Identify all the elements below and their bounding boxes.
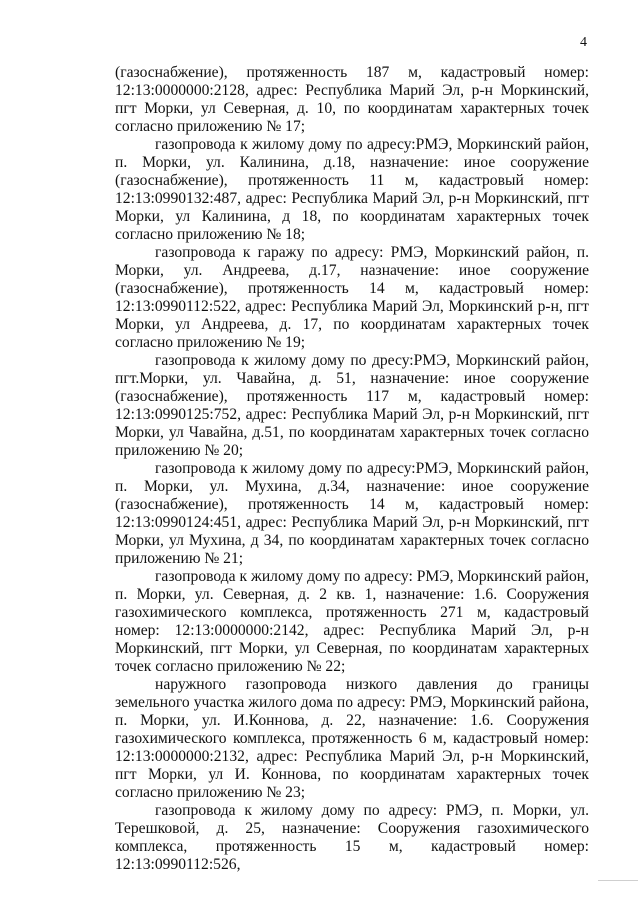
paragraph-item-19: газопровода к гаражу по адресу: РМЭ, Моркинский район, п. Морки, ул. Андреева, д.17, назначение: иное сооружение (газоснабжение), протяженность 14 м, кадастровый номер: 12:13:0990112:522, адрес: Республика Марий Эл, Моркинский р-н, пгт Морки, ул Андреева, д. 17, по координатам характерных точек согласно приложению № 19; xyxy=(115,244,589,351)
paragraph-item-21: газопровода к жилому дому по адресу:РМЭ, Моркинский район, п. Морки, ул. Мухина, д.34, назначение: иное сооружение (газоснабжение), протяженность 14 м, кадастровый номер: 12:13:0990124:451, адрес: Республика Марий Эл, р-н Моркинский, пгт Морки, ул Мухина, д 34, по координатам характерных точек согласно приложению № 21; xyxy=(115,460,589,567)
paragraph-item-20: газопровода к жилому дому по дресу:РМЭ, Моркинский район, пгт.Морки, ул. Чавайна, д. 51, назначение: иное сооружение (газоснабжение), протяженность 117 м, кадастровый номер: 12:13:0990125:752, адрес: Республика Марий Эл, р-н Моркинский, пгт Морки, ул Чавайна, д.51, по координатам характерных точек согласно приложению № 20; xyxy=(115,352,589,459)
document-body xyxy=(115,64,589,874)
paragraph-item-18: газопровода к жилому дому по адресу:РМЭ, Моркинский район, п. Морки, ул. Калинина, д.18, назначение: иное сооружение (газоснабжение), протяженность 11 м, кадастровый номер: 12:13:0990132:487, адрес: Республика Марий Эл, р-н Моркинский, пгт Морки, ул Калинина, д 18, по координатам характерных точек согласно приложению № 18; xyxy=(115,136,589,243)
paragraph-item-24: газопровода к жилому дому по адресу: РМЭ, п. Морки, ул. Терешковой, д. 25, назначение: Сооружения газохимического комплекса, протяженность 15 м, кадастровый номер: 12:13:0990112:526, xyxy=(115,802,589,873)
paragraph-item-23: наружного газопровода низкого давления до границы земельного участка жилого дома по адресу: РМЭ, Моркинский района, п. Морки, ул. И.Коннова, д. 22, назначение: 1.6. Сооружения газохимического комплекса, протяженность 6 м, кадастровый номер: 12:13:0000000:2132, адрес: Республика Марий Эл, р-н Моркинский, пгт Морки, ул И. Коннова, по координатам характерных точек согласно приложению № 23; xyxy=(115,676,589,801)
paragraph-continuation: (газоснабжение), протяженность 187 м, кадастровый номер: 12:13:0000000:2128, адрес: Республика Марий Эл, р-н Моркинский, пгт Морки, ул Северная, д. 10, по координатам характерных точек согласно приложению № 17; xyxy=(115,64,589,135)
scan-edge-mark xyxy=(598,880,638,881)
page-number: 4 xyxy=(580,35,587,50)
paragraph-item-22: газопровода к жилому дому по адресу: РМЭ, Моркинский район, п. Морки, ул. Северная, д. 2 кв. 1, назначение: 1.6. Сооружения газохимического комплекса, протяженность 271 м, кадастровый номер: 12:13:0000000:2142, адрес: Республика Марий Эл, р-н Моркинский, пгт Морки, ул Северная, по координатам характерных точек согласно приложению № 22; xyxy=(115,568,589,675)
